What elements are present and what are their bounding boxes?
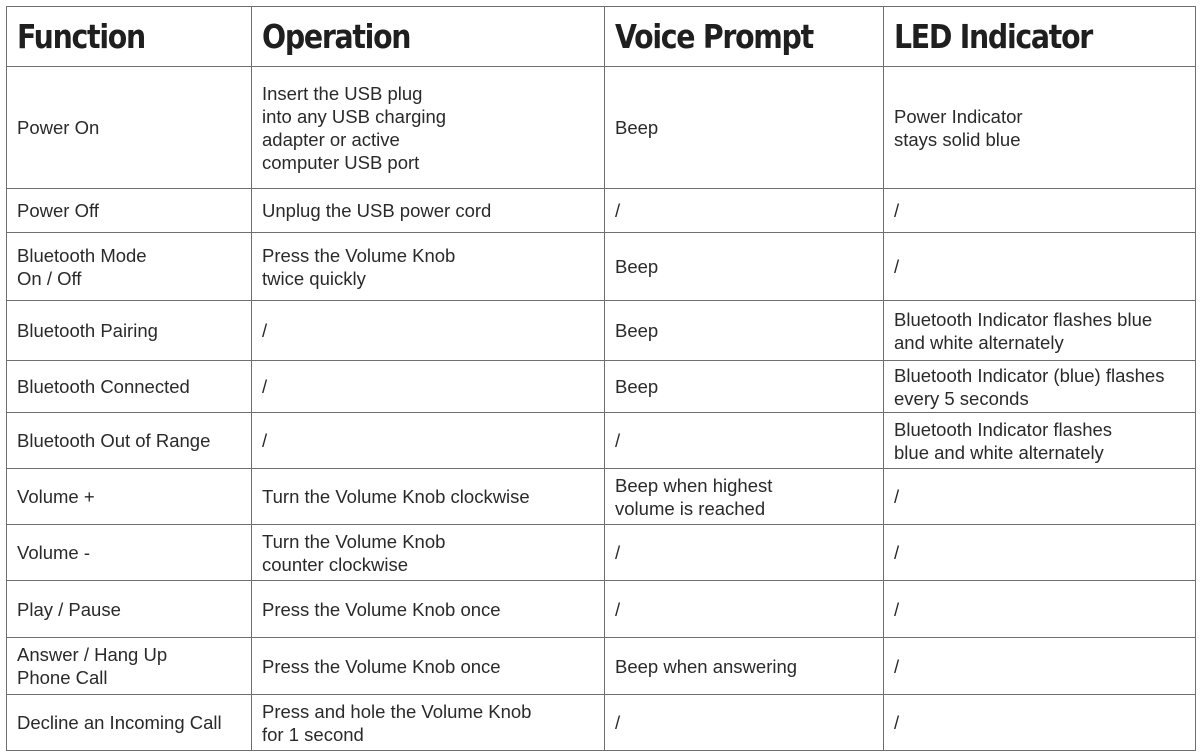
cell-function: Bluetooth Pairing: [7, 301, 252, 361]
cell-led-indicator: /: [884, 233, 1196, 301]
cell-voice-prompt: /: [605, 525, 884, 581]
cell-function: Volume +: [7, 469, 252, 525]
cell-operation: Press and hole the Volume Knob for 1 second: [252, 695, 605, 751]
table-row: [7, 525, 1196, 581]
cell-operation: Press the Volume Knob once: [252, 581, 605, 638]
table-row: [7, 361, 1196, 413]
cell-function: Power On: [7, 67, 252, 189]
cell-voice-prompt: Beep: [605, 301, 884, 361]
cell-led-indicator: Bluetooth Indicator (blue) flashes every 5 seconds: [884, 361, 1196, 413]
cell-function: Power Off: [7, 189, 252, 233]
cell-voice-prompt: Beep: [605, 67, 884, 189]
cell-led-indicator: Power Indicator stays solid blue: [884, 67, 1196, 189]
header-row: [7, 7, 1196, 67]
header-voice-prompt: Voice Prompt: [605, 7, 884, 67]
cell-function: Answer / Hang Up Phone Call: [7, 638, 252, 695]
table-row: [7, 695, 1196, 751]
cell-led-indicator: /: [884, 638, 1196, 695]
header-function: Function: [7, 7, 252, 67]
cell-voice-prompt: /: [605, 413, 884, 469]
cell-function: Bluetooth Mode On / Off: [7, 233, 252, 301]
cell-operation: Insert the USB plug into any USB charging adapter or active computer USB port: [252, 67, 605, 189]
cell-led-indicator: /: [884, 469, 1196, 525]
cell-voice-prompt: /: [605, 695, 884, 751]
cell-led-indicator: /: [884, 189, 1196, 233]
cell-led-indicator: Bluetooth Indicator flashes blue and white alternately: [884, 413, 1196, 469]
cell-voice-prompt: Beep when answering: [605, 638, 884, 695]
table-row: [7, 67, 1196, 189]
cell-voice-prompt: /: [605, 189, 884, 233]
cell-operation: /: [252, 361, 605, 413]
cell-operation: Turn the Volume Knob counter clockwise: [252, 525, 605, 581]
cell-led-indicator: /: [884, 695, 1196, 751]
function-table: [6, 6, 1196, 751]
cell-operation: /: [252, 413, 605, 469]
cell-function: Volume -: [7, 525, 252, 581]
cell-voice-prompt: /: [605, 581, 884, 638]
cell-operation: /: [252, 301, 605, 361]
table-row: [7, 469, 1196, 525]
cell-operation: Turn the Volume Knob clockwise: [252, 469, 605, 525]
cell-led-indicator: Bluetooth Indicator flashes blue and white alternately: [884, 301, 1196, 361]
cell-led-indicator: /: [884, 525, 1196, 581]
header-operation: Operation: [252, 7, 605, 67]
table-row: [7, 638, 1196, 695]
cell-led-indicator: /: [884, 581, 1196, 638]
table-row: [7, 413, 1196, 469]
header-led-indicator: LED Indicator: [884, 7, 1196, 67]
cell-operation: Unplug the USB power cord: [252, 189, 605, 233]
cell-voice-prompt: Beep: [605, 233, 884, 301]
cell-function: Play / Pause: [7, 581, 252, 638]
table-row: [7, 301, 1196, 361]
cell-voice-prompt: Beep: [605, 361, 884, 413]
table-row: [7, 189, 1196, 233]
cell-function: Bluetooth Out of Range: [7, 413, 252, 469]
cell-function: Decline an Incoming Call: [7, 695, 252, 751]
cell-voice-prompt: Beep when highest volume is reached: [605, 469, 884, 525]
cell-function: Bluetooth Connected: [7, 361, 252, 413]
cell-operation: Press the Volume Knob twice quickly: [252, 233, 605, 301]
table-row: [7, 581, 1196, 638]
cell-operation: Press the Volume Knob once: [252, 638, 605, 695]
table-row: [7, 233, 1196, 301]
